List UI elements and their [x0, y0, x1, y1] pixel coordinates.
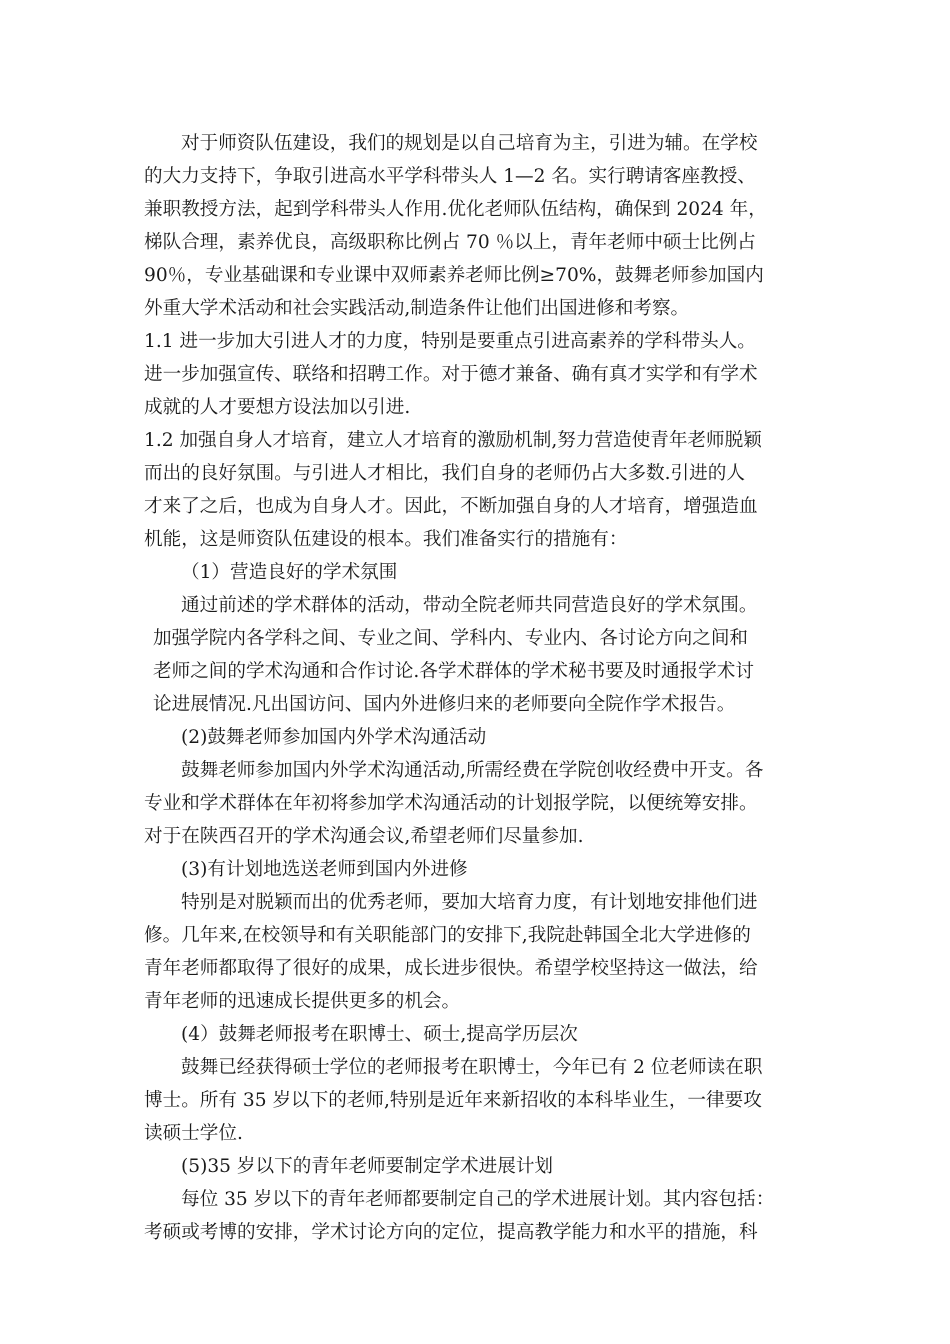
text-line: 修。几年来,在校领导和有关职能部门的安排下,我院赴韩国全北大学进修的	[144, 925, 751, 946]
text-line: 兼职教授方法，起到学科带头人作用.优化老师队伍结构，确保到 2024 年，	[144, 199, 767, 220]
text-line: 机能，这是师资队伍建设的根本。我们准备实行的措施有：	[144, 529, 628, 550]
text-line: 青年老师都取得了很好的成果，成长进步很快。希望学校坚持这一做法，给	[144, 958, 758, 979]
text-line: 梯队合理，素养优良，高级职称比例占 70 ％以上，青年老师中硕士比例占	[144, 232, 756, 253]
subheading: （1）营造良好的学术氛围	[181, 562, 398, 583]
text-line: 1.2 加强自身人才培育，建立人才培育的激励机制,努力营造使青年老师脱颖	[144, 430, 762, 451]
text-line: 1.1 进一步加大引进人才的力度，特别是要重点引进高素养的学科带头人。	[144, 331, 756, 352]
text-line: 鼓舞老师参加国内外学术沟通活动,所需经费在学院创收经费中开支。各	[181, 760, 764, 781]
text-line: 青年老师的迅速成长提供更多的机会。	[144, 991, 461, 1012]
text-line: 外重大学术活动和社会实践活动,制造条件让他们出国进修和考察。	[144, 298, 690, 319]
text-line: 成就的人才要想方设法加以引进.	[144, 397, 411, 418]
text-line: 而出的良好氛围。与引进人才相比，我们自身的老师仍占大多数.引进的人	[144, 463, 745, 484]
text-line: 专业和学术群体在年初将参加学术沟通活动的计划报学院，以便统筹安排。	[144, 793, 758, 814]
text-line: 对于师资队伍建设，我们的规划是以自己培育为主，引进为辅。在学校	[181, 133, 758, 154]
text-line: 考硕或考博的安排，学术讨论方向的定位，提高教学能力和水平的措施，科	[144, 1222, 758, 1243]
text-line: 通过前述的学术群体的活动，带动全院老师共同营造良好的学术氛围。	[181, 595, 758, 616]
text-line: 老师之间的学术沟通和合作讨论.各学术群体的学术秘书要及时通报学术讨	[153, 661, 754, 682]
text-line: 每位 35 岁以下的青年老师都要制定自己的学术进展计划。其内容包括：	[181, 1189, 775, 1210]
subheading: (5)35 岁以下的青年老师要制定学术进展计划	[181, 1156, 554, 1177]
text-line: 博士。所有 35 岁以下的老师,特别是近年来新招收的本科毕业生，一律要攻	[144, 1090, 762, 1111]
text-line: 论进展情况.凡出国访问、国内外进修归来的老师要向全院作学术报告。	[153, 694, 736, 715]
text-line: 读硕士学位.	[144, 1123, 243, 1144]
subheading: (3)有计划地选送老师到国内外进修	[181, 859, 468, 880]
text-line: 才来了之后，也成为自身人才。因此，不断加强自身的人才培育，增强造血	[144, 496, 758, 517]
text-line: 90％，专业基础课和专业课中双师素养老师比例≥70%，鼓舞老师参加国内	[144, 265, 764, 286]
text-line: 对于在陕西召开的学术沟通会议,希望老师们尽量参加.	[144, 826, 584, 847]
text-line: 的大力支持下，争取引进高水平学科带头人 1—2 名。实行聘请客座教授、	[144, 166, 756, 187]
text-line: 特别是对脱颖而出的优秀老师，要加大培育力度，有计划地安排他们进	[181, 892, 758, 913]
text-line: 鼓舞已经获得硕士学位的老师报考在职博士，今年已有 2 位老师读在职	[181, 1057, 763, 1078]
subheading: (4）鼓舞老师报考在职博士、硕士,提高学历层次	[181, 1024, 578, 1045]
text-line: 加强学院内各学科之间、专业之间、学科内、专业内、各讨论方向之间和	[153, 628, 749, 649]
subheading: (2)鼓舞老师参加国内外学术沟通活动	[181, 727, 487, 748]
text-line: 进一步加强宣传、联络和招聘工作。对于德才兼备、确有真才实学和有学术	[144, 364, 758, 385]
